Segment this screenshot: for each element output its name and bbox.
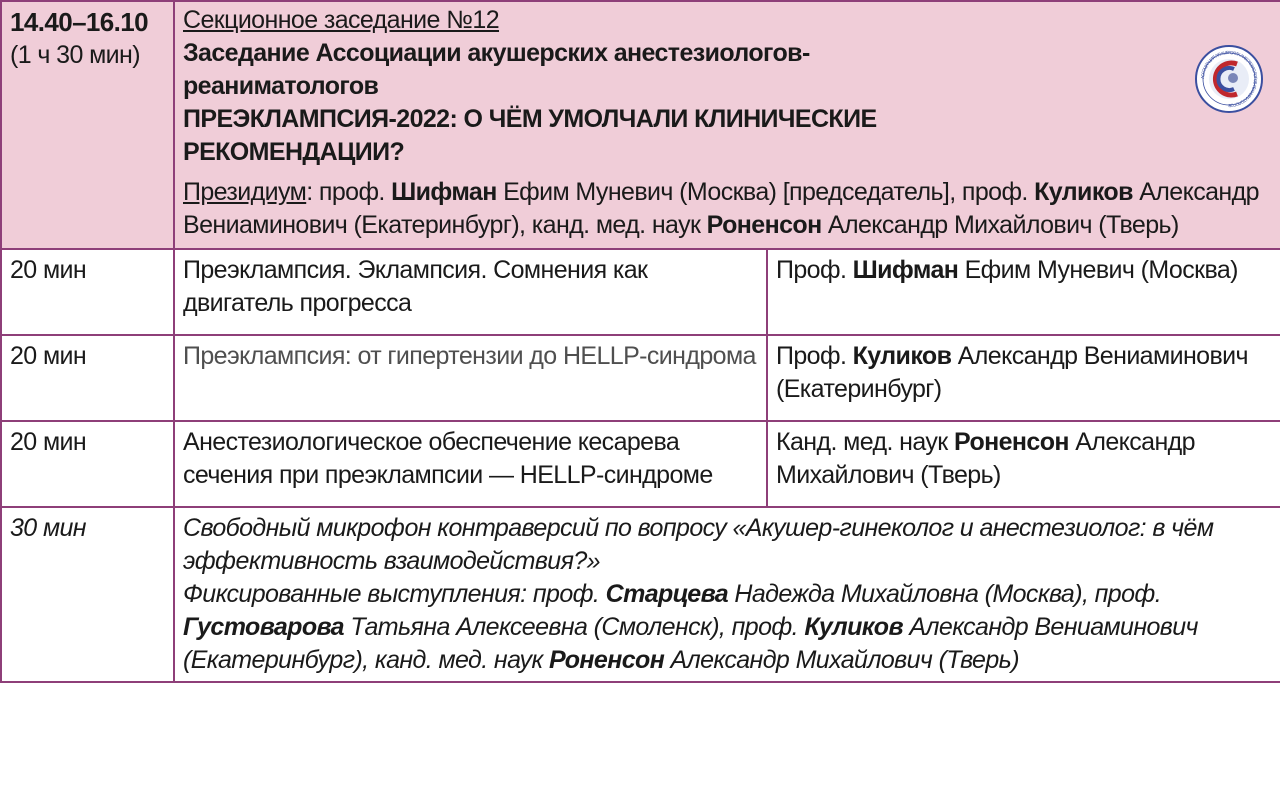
speaker-degree: Канд. мед. наук — [776, 428, 954, 456]
talk-title: Анестезиологическое обеспечение кесарева сечения при преэклампсии — HELLP-синдроме — [174, 421, 767, 507]
speaker-name: Ефим Муневич (Москва) — [958, 256, 1238, 284]
session-title-line: реаниматологов — [183, 72, 379, 100]
presidium-label: Президиум — [183, 178, 307, 206]
presidium-text: : проф. — [306, 178, 392, 206]
session-time-cell — [1, 1, 174, 249]
discussion-title: Свободный микрофон контраверсий по вопросу «Акушер-гинеколог и анестезиолог: в чём эффективность взаимодействия?» — [183, 514, 1214, 575]
session-title-line: ПРЕЭКЛАМПСИЯ-2022: О ЧЁМ УМОЛЧАЛИ КЛИНИЧЕСКИЕ — [183, 105, 877, 133]
fixed-label: Фиксированные выступления: проф. — [183, 580, 606, 608]
session-info-cell — [174, 1, 1280, 249]
speaker-surname: Роненсон — [954, 428, 1069, 456]
talk-title: Преэклампсия: от гипертензии до HELLP-синдрома — [174, 335, 767, 421]
talk-speaker — [767, 249, 1280, 335]
speaker-surname: Шифман — [852, 256, 959, 284]
presidium-text: Ефим Муневич (Москва) [председатель], проф. — [496, 178, 1035, 206]
talk-title: Преэклампсия. Эклампсия. Сомнения как двигатель прогресса — [174, 249, 767, 335]
presidium-surname: Роненсон — [706, 211, 822, 239]
speaker-surname: Густоварова — [183, 613, 344, 641]
speaker-surname: Куликов — [804, 613, 903, 641]
talk-speaker — [767, 335, 1280, 421]
discussion-cell — [174, 507, 1280, 682]
talk-row — [1, 421, 1280, 507]
speaker-name: Александр Михайлович (Тверь) — [664, 646, 1019, 674]
session-duration: (1 ч 30 мин) — [10, 41, 140, 69]
presidium — [183, 176, 1274, 242]
talk-row — [1, 335, 1280, 421]
speaker-name: Александр Михайлович (Тверь) — [776, 428, 1195, 489]
speaker-name: Александр Вениаминович (Екатеринбург) — [776, 342, 1248, 403]
speaker-name: Татьяна Алексеевна (Смоленск), проф. — [344, 613, 805, 641]
discussion-row — [1, 507, 1280, 682]
speaker-surname: Роненсон — [549, 646, 665, 674]
logo-ring-text: АССОЦИАЦИЯ АКУШЕРСКИХ АНЕСТЕЗИОЛОГОВ-РЕАНИМАТОЛОГОВ — [1199, 49, 1259, 109]
presidium-surname: Шифман — [391, 178, 497, 206]
presidium-text: Александр Вениаминович (Екатеринбург), канд. мед. наук — [183, 178, 1259, 239]
talk-duration: 20 мин — [1, 335, 174, 421]
session-time: 14.40–16.10 — [10, 7, 148, 37]
speaker-surname: Куликов — [852, 342, 952, 370]
speaker-surname: Старцева — [605, 580, 729, 608]
talk-duration: 20 мин — [1, 421, 174, 507]
talk-speaker — [767, 421, 1280, 507]
association-logo-icon — [1194, 44, 1264, 114]
session-header-row — [1, 1, 1280, 249]
talk-duration: 20 мин — [1, 249, 174, 335]
discussion-duration: 30 мин — [1, 507, 174, 682]
speaker-name: Александр Вениаминович (Екатеринбург), канд. мед. наук — [183, 613, 1198, 674]
presidium-surname: Куликов — [1034, 178, 1133, 206]
discussion-speakers — [183, 578, 1274, 677]
session-title — [183, 37, 1274, 169]
session-title-line: РЕКОМЕНДАЦИИ? — [183, 138, 405, 166]
talk-row — [1, 249, 1280, 335]
session-title-line: Заседание Ассоциации акушерских анестезиологов- — [183, 39, 810, 67]
session-number: Секционное заседание №12 — [183, 6, 500, 34]
speaker-name: Надежда Михайловна (Москва), проф. — [728, 580, 1162, 608]
speaker-degree: Проф. — [776, 256, 853, 284]
presidium-text: Александр Михайлович (Тверь) — [821, 211, 1179, 239]
speaker-degree: Проф. — [776, 342, 853, 370]
